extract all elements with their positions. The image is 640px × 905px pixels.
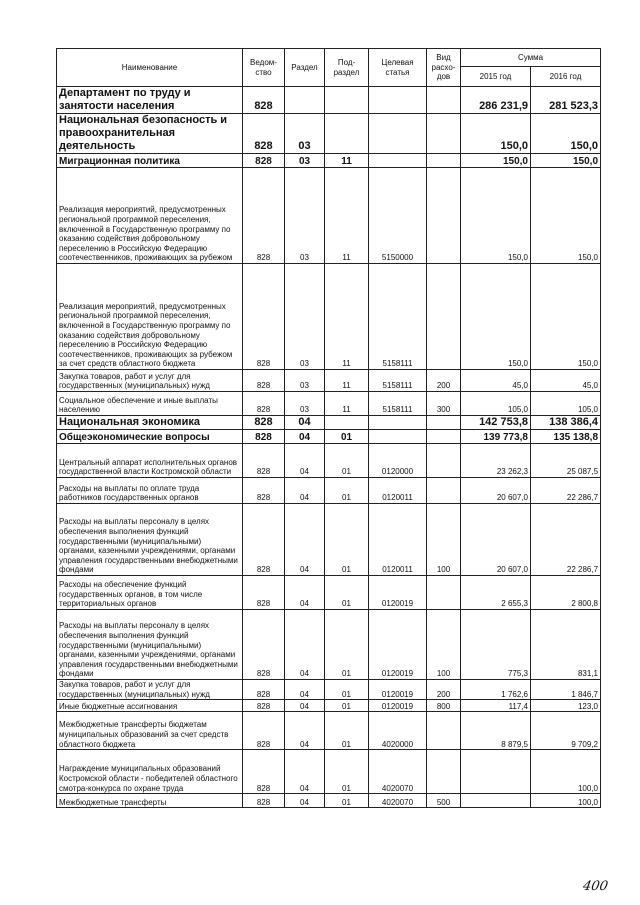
cell-y2016: 1 846,7 xyxy=(531,680,601,700)
cell-target: 0120019 xyxy=(369,700,427,712)
header-podrazdel: Под-раздел xyxy=(325,49,369,87)
cell-podrazdel: 11 xyxy=(325,392,369,416)
cell-vid xyxy=(427,750,461,794)
cell-target: 4020070 xyxy=(369,794,427,808)
cell-y2015: 117,4 xyxy=(461,700,531,712)
cell-y2015: 150,0 xyxy=(461,154,531,168)
table-row xyxy=(57,264,601,370)
cell-ved: 828 xyxy=(243,504,285,576)
cell-target: 0120019 xyxy=(369,576,427,610)
cell-ved: 828 xyxy=(243,478,285,504)
cell-podrazdel: 01 xyxy=(325,680,369,700)
table-row xyxy=(57,430,601,444)
page-number: 400 xyxy=(581,879,610,894)
cell-vid: 200 xyxy=(427,370,461,392)
cell-y2015: 1 762,6 xyxy=(461,680,531,700)
cell-target: 0120019 xyxy=(369,610,427,680)
cell-y2016: 25 087,5 xyxy=(531,444,601,478)
cell-razdel: 04 xyxy=(285,416,325,430)
cell-ved: 828 xyxy=(243,370,285,392)
cell-y2015: 142 753,8 xyxy=(461,416,531,430)
cell-target: 5150000 xyxy=(369,168,427,264)
cell-y2016: 22 286,7 xyxy=(531,504,601,576)
cell-name: Расходы на выплаты персоналу в целях обеспечения выполнения функций государственными (муниципальными) органами, казенными учреждениями, органами управления государственными внебюджетными фондами xyxy=(57,504,243,576)
cell-ved: 828 xyxy=(243,444,285,478)
budget-table xyxy=(56,48,601,808)
cell-ved: 828 xyxy=(243,610,285,680)
cell-vid xyxy=(427,576,461,610)
cell-ved: 828 xyxy=(243,712,285,750)
cell-vid xyxy=(427,114,461,154)
cell-y2015: 23 262,3 xyxy=(461,444,531,478)
cell-podrazdel: 11 xyxy=(325,168,369,264)
cell-target: 0120011 xyxy=(369,478,427,504)
cell-podrazdel: 11 xyxy=(325,370,369,392)
table-row xyxy=(57,168,601,264)
cell-podrazdel: 01 xyxy=(325,430,369,444)
cell-podrazdel xyxy=(325,416,369,430)
cell-razdel: 04 xyxy=(285,504,325,576)
cell-name: Расходы на обеспечение функций государственных органов, в том числе территориальных органов xyxy=(57,576,243,610)
cell-razdel: 04 xyxy=(285,680,325,700)
cell-podrazdel xyxy=(325,114,369,154)
cell-razdel: 04 xyxy=(285,700,325,712)
cell-razdel: 04 xyxy=(285,712,325,750)
cell-vid: 200 xyxy=(427,680,461,700)
cell-name: Реализация мероприятий, предусмотренных региональной программой переселения, включенной в Государственную программу по оказанию содействия добровольному переселению в Российскую Федерацию соотечественников, проживающих за рубежом за счет средств областного бюджета xyxy=(57,264,243,370)
cell-target xyxy=(369,430,427,444)
table-row xyxy=(57,392,601,416)
cell-target xyxy=(369,154,427,168)
cell-razdel: 04 xyxy=(285,610,325,680)
cell-vid xyxy=(427,87,461,114)
cell-razdel: 04 xyxy=(285,444,325,478)
cell-podrazdel: 01 xyxy=(325,610,369,680)
cell-name: Расходы на выплаты по оплате труда работников государственных органов xyxy=(57,478,243,504)
table-row xyxy=(57,700,601,712)
header-ved: Ведом-ство xyxy=(243,49,285,87)
cell-y2015: 139 773,8 xyxy=(461,430,531,444)
cell-razdel: 03 xyxy=(285,154,325,168)
cell-vid xyxy=(427,430,461,444)
cell-y2016: 100,0 xyxy=(531,750,601,794)
table-row xyxy=(57,87,601,114)
cell-name: Реализация мероприятий, предусмотренных региональной программой переселения, включенной в Государственную программу по оказанию содействия добровольному переселению в Российскую Федерацию соотечественников, проживающих за рубежом xyxy=(57,168,243,264)
cell-y2016: 100,0 xyxy=(531,794,601,808)
cell-vid xyxy=(427,416,461,430)
cell-y2016: 150,0 xyxy=(531,154,601,168)
cell-target xyxy=(369,416,427,430)
table-row xyxy=(57,794,601,808)
table-row xyxy=(57,370,601,392)
cell-y2016: 22 286,7 xyxy=(531,478,601,504)
cell-ved: 828 xyxy=(243,87,285,114)
cell-y2016: 135 138,8 xyxy=(531,430,601,444)
cell-target: 4020000 xyxy=(369,712,427,750)
cell-vid xyxy=(427,712,461,750)
cell-name: Закупка товаров, работ и услуг для государственных (муниципальных) нужд xyxy=(57,680,243,700)
cell-podrazdel: 01 xyxy=(325,576,369,610)
cell-y2016: 150,0 xyxy=(531,264,601,370)
cell-y2016: 9 709,2 xyxy=(531,712,601,750)
cell-y2016: 2 800,8 xyxy=(531,576,601,610)
cell-vid: 500 xyxy=(427,794,461,808)
cell-y2016: 138 386,4 xyxy=(531,416,601,430)
cell-podrazdel: 01 xyxy=(325,794,369,808)
cell-target: 5158111 xyxy=(369,264,427,370)
cell-target xyxy=(369,114,427,154)
cell-y2016: 150,0 xyxy=(531,114,601,154)
cell-ved: 828 xyxy=(243,392,285,416)
table-row xyxy=(57,610,601,680)
table-row xyxy=(57,478,601,504)
cell-podrazdel: 01 xyxy=(325,478,369,504)
cell-name: Награждение муниципальных образований Костромской области - победителей областного смотра-конкурса по охране труда xyxy=(57,750,243,794)
cell-razdel: 04 xyxy=(285,576,325,610)
cell-ved: 828 xyxy=(243,264,285,370)
cell-podrazdel: 01 xyxy=(325,750,369,794)
cell-name: Национальная экономика xyxy=(57,416,243,430)
cell-razdel xyxy=(285,87,325,114)
cell-podrazdel: 11 xyxy=(325,264,369,370)
cell-podrazdel: 01 xyxy=(325,700,369,712)
cell-name: Иные бюджетные ассигнования xyxy=(57,700,243,712)
cell-vid: 800 xyxy=(427,700,461,712)
cell-y2015: 8 879,5 xyxy=(461,712,531,750)
cell-target: 0120011 xyxy=(369,504,427,576)
cell-y2015: 150,0 xyxy=(461,264,531,370)
cell-name: Общеэкономические вопросы xyxy=(57,430,243,444)
cell-podrazdel: 01 xyxy=(325,504,369,576)
cell-name: Закупка товаров, работ и услуг для государственных (муниципальных) нужд xyxy=(57,370,243,392)
cell-y2015 xyxy=(461,794,531,808)
cell-ved: 828 xyxy=(243,680,285,700)
cell-vid: 300 xyxy=(427,392,461,416)
cell-y2016: 105,0 xyxy=(531,392,601,416)
cell-name: Межбюджетные трансферты бюджетам муниципальных образований за счет средств областного бюджета xyxy=(57,712,243,750)
cell-y2016: 123,0 xyxy=(531,700,601,712)
cell-vid xyxy=(427,264,461,370)
cell-name: Центральный аппарат исполнительных органов государственной власти Костромской области xyxy=(57,444,243,478)
cell-y2016: 831,1 xyxy=(531,610,601,680)
cell-y2016: 150,0 xyxy=(531,168,601,264)
header-2016: 2016 год xyxy=(531,67,601,87)
cell-y2016: 281 523,3 xyxy=(531,87,601,114)
cell-razdel: 03 xyxy=(285,114,325,154)
table-row xyxy=(57,576,601,610)
cell-ved: 828 xyxy=(243,700,285,712)
cell-ved: 828 xyxy=(243,114,285,154)
cell-target: 5158111 xyxy=(369,392,427,416)
cell-target: 0120000 xyxy=(369,444,427,478)
table-row xyxy=(57,444,601,478)
table-row xyxy=(57,712,601,750)
cell-vid xyxy=(427,168,461,264)
cell-y2015: 286 231,9 xyxy=(461,87,531,114)
cell-target xyxy=(369,87,427,114)
cell-podrazdel xyxy=(325,87,369,114)
cell-razdel: 03 xyxy=(285,264,325,370)
cell-target: 4020070 xyxy=(369,750,427,794)
cell-name: Департамент по труду и занятости населения xyxy=(57,87,243,114)
cell-podrazdel: 01 xyxy=(325,712,369,750)
cell-vid xyxy=(427,154,461,168)
cell-vid: 100 xyxy=(427,610,461,680)
table-row xyxy=(57,680,601,700)
table-row xyxy=(57,504,601,576)
cell-vid xyxy=(427,478,461,504)
cell-vid xyxy=(427,444,461,478)
cell-razdel: 03 xyxy=(285,392,325,416)
cell-y2015: 45,0 xyxy=(461,370,531,392)
cell-ved: 828 xyxy=(243,430,285,444)
cell-ved: 828 xyxy=(243,154,285,168)
cell-y2016: 45,0 xyxy=(531,370,601,392)
table-row xyxy=(57,750,601,794)
cell-y2015: 2 655,3 xyxy=(461,576,531,610)
cell-razdel: 04 xyxy=(285,794,325,808)
header-razdel: Раздел xyxy=(285,49,325,87)
cell-ved: 828 xyxy=(243,576,285,610)
cell-razdel: 04 xyxy=(285,478,325,504)
cell-name: Социальное обеспечение и иные выплаты населению xyxy=(57,392,243,416)
cell-ved: 828 xyxy=(243,794,285,808)
cell-razdel: 03 xyxy=(285,168,325,264)
cell-podrazdel: 11 xyxy=(325,154,369,168)
cell-name: Миграционная политика xyxy=(57,154,243,168)
cell-target: 5158111 xyxy=(369,370,427,392)
table-row xyxy=(57,416,601,430)
cell-y2015: 105,0 xyxy=(461,392,531,416)
cell-y2015: 150,0 xyxy=(461,114,531,154)
header-vid: Вид расхо-дов xyxy=(427,49,461,87)
cell-y2015 xyxy=(461,750,531,794)
cell-target: 0120019 xyxy=(369,680,427,700)
cell-ved: 828 xyxy=(243,416,285,430)
header-sum: Сумма xyxy=(461,49,601,67)
cell-name: Национальная безопасность и правоохранительная деятельность xyxy=(57,114,243,154)
header-2015: 2015 год xyxy=(461,67,531,87)
cell-vid: 100 xyxy=(427,504,461,576)
table-row xyxy=(57,114,601,154)
cell-razdel: 03 xyxy=(285,370,325,392)
cell-razdel: 04 xyxy=(285,750,325,794)
cell-razdel: 04 xyxy=(285,430,325,444)
cell-y2015: 20 607,0 xyxy=(461,504,531,576)
cell-ved: 828 xyxy=(243,750,285,794)
cell-y2015: 150,0 xyxy=(461,168,531,264)
cell-y2015: 20 607,0 xyxy=(461,478,531,504)
cell-name: Межбюджетные трансферты xyxy=(57,794,243,808)
cell-podrazdel: 01 xyxy=(325,444,369,478)
header-target: Целевая статья xyxy=(369,49,427,87)
cell-name: Расходы на выплаты персоналу в целях обеспечения выполнения функций государственными (муниципальными) органами, казенными учреждениями, органами управления государственными внебюджетными фондами xyxy=(57,610,243,680)
header-name: Наименование xyxy=(57,49,243,87)
cell-y2015: 775,3 xyxy=(461,610,531,680)
cell-ved: 828 xyxy=(243,168,285,264)
table-row xyxy=(57,154,601,168)
